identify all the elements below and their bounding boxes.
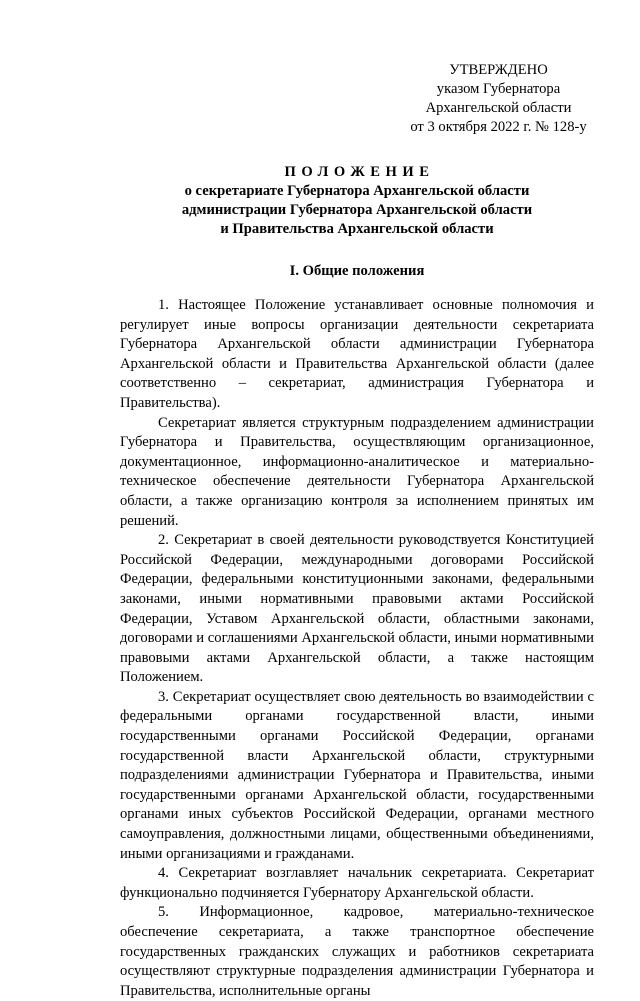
document-type: ПОЛОЖЕНИЕ (284, 164, 435, 180)
document-title (120, 163, 594, 239)
title-line-1: о секретариате Губернатора Архангельской области (184, 183, 530, 199)
paragraph-4: 4. Секретариат возглавляет начальник секретариата. Секретариат функционально подчиняется Губернатору Архангельской области. (120, 865, 594, 901)
approval-region: Архангельской области (425, 100, 572, 116)
title-line-2: администрации Губернатора Архангельской области (181, 202, 533, 218)
paragraph-1: 1. Настоящее Положение устанавливает основные полномочия и регулирует иные вопросы организации деятельности секретариата Губернатора Архангельской области администрации Губернатора Архангельской области и Правительства Архангельской области (далее соответственно – секретариат, администрация Губернатора и Правительства). (120, 297, 594, 411)
approval-heading: УТВЕРЖДЕНО (449, 62, 548, 78)
approval-date-number: от 3 октября 2022 г. № 128-у (410, 119, 587, 135)
paragraph-2: 2. Секретариат в своей деятельности руководствуется Конституцией Российской Федерации, международными договорами Российской Федерации, федеральными конституционными законами, федеральными законами, иными нормативными правовыми актами Российской Федерации, Уставом Архангельской области, областными законами, договорами и соглашениями Архангельской области, иными нормативными правовыми актами Архангельской области, а также настоящим Положением. (120, 532, 594, 686)
paragraph-1-continued: Секретариат является структурным подразделением администрации Губернатора и Правительства, осуществляющим организационное, документационное, информационно-аналитическое и материально-техническое обеспечение деятельности Губернатора Архангельской области, а также организацию контроля за исполнением принятых им решений. (120, 414, 594, 529)
paragraph-5: 5. Информационное, кадровое, материально-техническое обеспечение секретариата, а также транспортное обеспечение государственных гражданских служащих и работников секретариата осуществляют структурные подразделения администрации Губернатора и Правительства, исполнительные органы (120, 904, 594, 999)
section-heading: I. Общие положения (289, 263, 425, 279)
paragraph-3: 3. Секретариат осуществляет свою деятельность во взаимодействии с федеральными органами государственной власти, иными государственными органами Российской Федерации, органами государственной власти Архангельской области, структурными подразделениями администрации Губернатора и Правительства, иными государственными органами Архангельской области, государственными органами иных субъектов Российской Федерации, органами местного самоуправления, должностными лицами, общественными объединениями, иными организациями и гражданами. (120, 688, 594, 862)
title-line-3: и Правительства Архангельской области (220, 221, 494, 237)
document-body (120, 296, 594, 1001)
approval-authority: указом Губернатора (436, 81, 561, 97)
approval-stamp (380, 61, 617, 137)
